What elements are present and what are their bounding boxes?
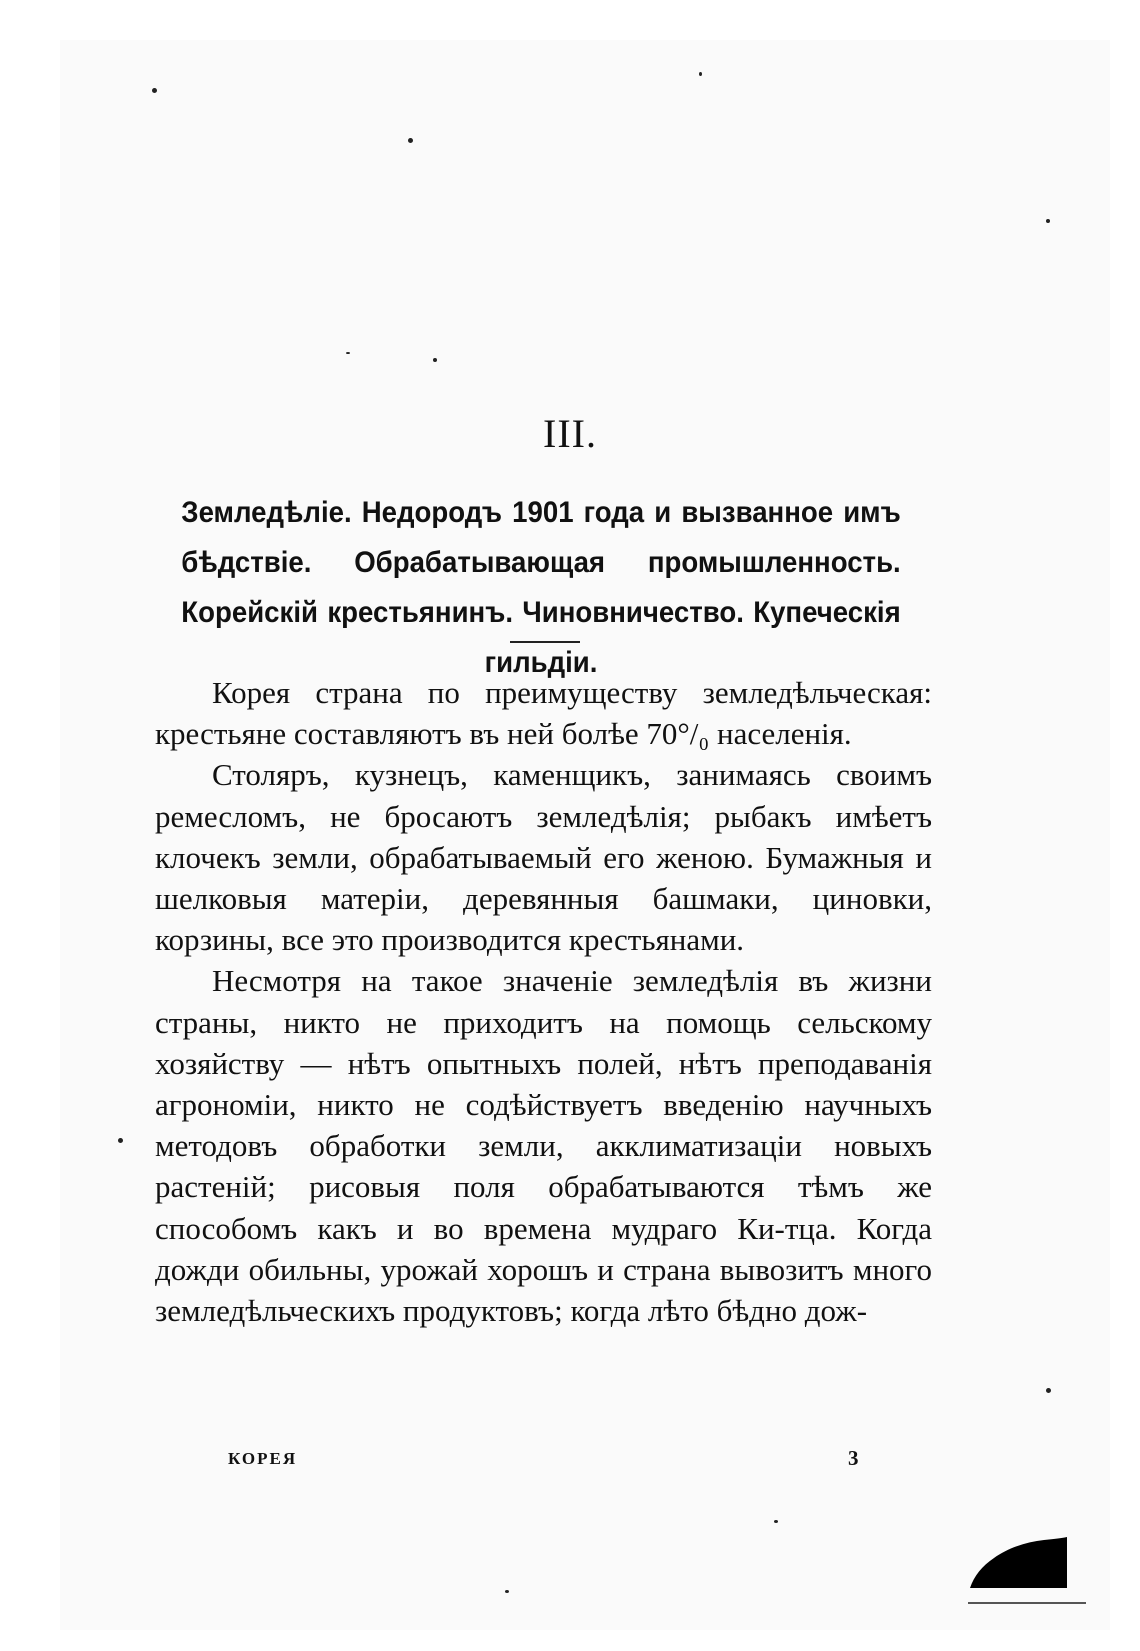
paragraph: Несмотря на такое значеніе земледѣлія въ жизни страны, никто не приходитъ на помощь сельскому хозяйству — нѣтъ опытныхъ полей, нѣтъ преподаванія агрономіи, никто не содѣйствуетъ введенію научныхъ методовъ обработки земли, акклиматизаціи новыхъ растеній; рисовыя поля обрабатываются тѣмъ же способомъ какъ и во времена мудраго Ки-тца. Когда дожди обильны, урожай хорошъ и страна вывозитъ много земледѣльческихъ продуктовъ; когда лѣто бѣдно дож- bbox=[155, 963, 932, 1329]
scan-speck bbox=[774, 1520, 778, 1523]
scan-speck bbox=[1046, 219, 1050, 223]
scan-speck bbox=[433, 358, 437, 362]
scan-speck bbox=[505, 1590, 509, 1593]
scan-speck bbox=[346, 352, 350, 354]
body-text bbox=[155, 672, 932, 1331]
scan-speck bbox=[152, 88, 157, 93]
scan-speck bbox=[408, 138, 413, 143]
chapter-number: III. bbox=[543, 411, 597, 456]
scan-speck bbox=[118, 1138, 123, 1143]
scan-speck bbox=[1046, 1388, 1051, 1393]
running-title: КОРЕЯ bbox=[228, 1449, 298, 1468]
ink-blot bbox=[968, 1532, 1068, 1590]
scan-speck bbox=[699, 72, 702, 76]
chapter-heading: Земледѣліе. Недородъ 1901 года и вызванное имъ бѣдствіе. Обрабатывающая промышленность. Корейскій крестьянинъ. Чиновничество. Купеческія гильдіи. bbox=[181, 496, 901, 679]
paragraph: Столяръ, кузнецъ, каменщикъ, занимаясь своимъ ремесломъ, не бросаютъ земледѣлія; рыбакъ имѣетъ клочекъ земли, обрабатываемый его женою. Бумажныя и шелковыя матеріи, деревянныя башмаки, циновки, корзины, все это производится крестьянами. bbox=[155, 757, 932, 958]
section-divider bbox=[510, 641, 580, 643]
page-edge-line bbox=[968, 1602, 1086, 1604]
paragraph: Корея страна по преимуществу земледѣльческая: крестьяне составляютъ въ ней болѣе 70°/₀ населенія. bbox=[155, 675, 932, 752]
page-number: 3 bbox=[848, 1446, 859, 1470]
